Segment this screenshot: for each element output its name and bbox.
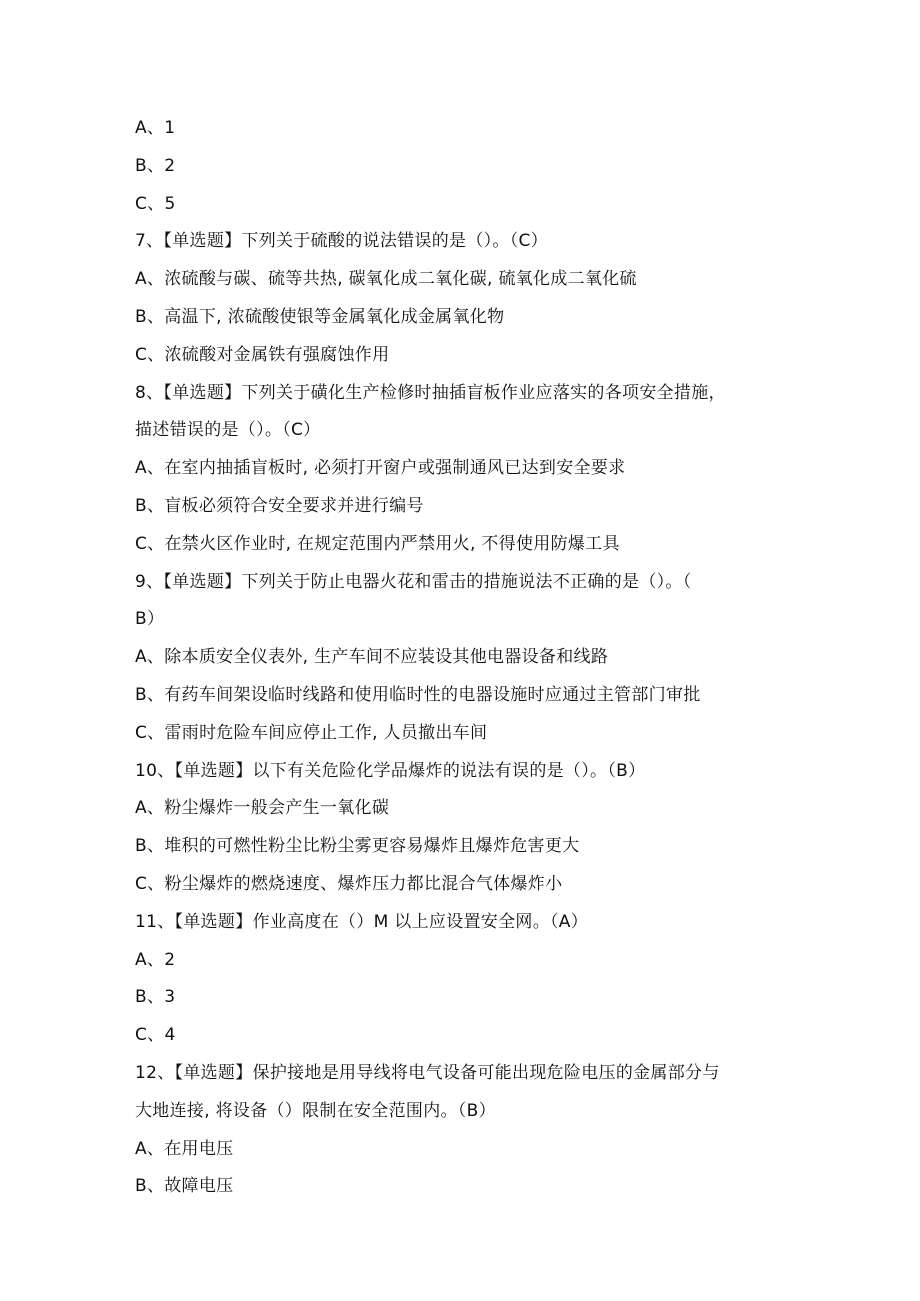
q7-option-b: B、高温下, 浓硫酸使银等金属氧化成金属氧化物 [135, 306, 505, 327]
q8-option-a: A、在室内抽插盲板时, 必须打开窗户或强制通风已达到安全要求 [135, 458, 626, 479]
q9-option-c: C、雷雨时危险车间应停止工作, 人员撤出车间 [135, 722, 488, 743]
q9-option-b: B、有药车间架设临时线路和使用临时性的电器设施时应通过主管部门审批 [135, 684, 701, 705]
question-8-cont: 描述错误的是（）。（C） [135, 420, 321, 441]
q11-option-b: B、3 [135, 987, 176, 1008]
q7-option-a: A、浓硫酸与碳、硫等共热, 碳氧化成二氧化碳, 硫氧化成二氧化硫 [135, 269, 637, 290]
question-list [135, 110, 795, 1206]
q10-option-c: C、粉尘爆炸的燃烧速度、爆炸压力都比混合气体爆炸小 [135, 873, 563, 894]
question-12-cont: 大地连接, 将设备（）限制在安全范围内。（B） [135, 1100, 496, 1121]
question-10: 10、【单选题】以下有关危险化学品爆炸的说法有误的是（）。（B） [135, 760, 646, 781]
option-c-line: C、5 [135, 193, 176, 214]
question-12: 12、【单选题】保护接地是用导线将电气设备可能出现危险电压的金属部分与 [135, 1062, 720, 1083]
question-8: 8、【单选题】下列关于磺化生产检修时抽插盲板作业应落实的各项安全措施， [135, 382, 726, 403]
q7-option-c: C、浓硫酸对金属铁有强腐蚀作用 [135, 344, 390, 365]
q10-option-b: B、堆积的可燃性粉尘比粉尘雾更容易爆炸且爆炸危害更大 [135, 836, 580, 857]
q10-option-a: A、粉尘爆炸一般会产生一氧化碳 [135, 798, 390, 819]
q8-option-c: C、在禁火区作业时, 在规定范围内严禁用火, 不得使用防爆工具 [135, 533, 620, 554]
option-a-line: A、1 [135, 118, 176, 138]
q12-option-b: B、故障电压 [135, 1176, 234, 1197]
q8-option-b: B、盲板必须符合安全要求并进行编号 [135, 495, 424, 516]
option-b-line: B、2 [135, 155, 176, 176]
q9-option-a: A、除本质安全仪表外, 生产车间不应装设其他电器设备和线路 [135, 647, 609, 668]
q12-option-a: A、在用电压 [135, 1138, 234, 1159]
question-9-cont: B） [135, 609, 165, 630]
q11-option-c: C、4 [135, 1025, 176, 1046]
question-11: 11、【单选题】作业高度在（）M 以上应设置安全网。（A） [135, 911, 589, 932]
question-7: 7、【单选题】下列关于硫酸的说法错误的是（）。（C） [135, 231, 548, 252]
question-9: 9、【单选题】下列关于防止电器火花和雷击的措施说法不正确的是（）。（ [135, 571, 692, 592]
q11-option-a: A、2 [135, 949, 176, 970]
